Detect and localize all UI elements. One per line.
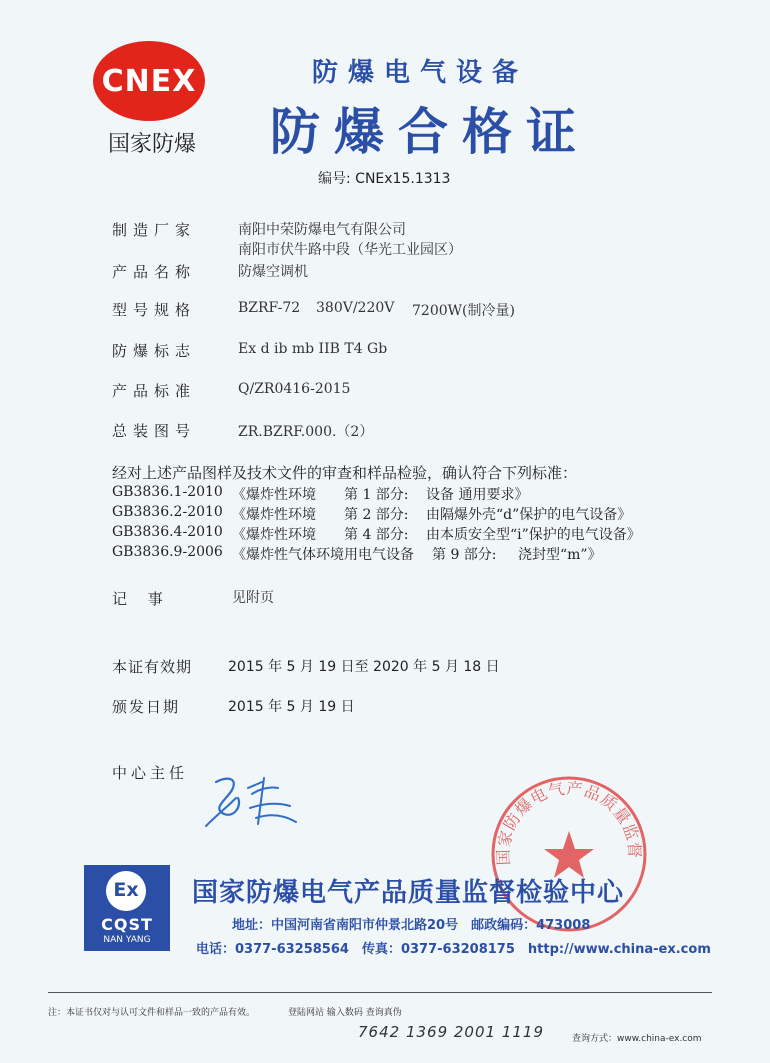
standard-desc: 设备 通用要求》 [426, 487, 529, 503]
product-name-label: 产品名称 [112, 263, 197, 281]
standard-name: 《爆炸性环境 [232, 527, 316, 543]
product-standard-label: 产品标准 [112, 382, 197, 400]
issue-date-label: 颁发日期 [112, 698, 181, 716]
standard-part: 第 9 部分: [432, 547, 497, 563]
validity-label: 本证有效期 [112, 658, 193, 676]
certificate-number-label: 编号: [318, 171, 351, 187]
seal-stamp [488, 773, 650, 935]
assembly-drawing-label: 总装图号 [112, 422, 197, 440]
standard-part: 第 1 部分: [344, 487, 409, 503]
title-small: 防爆电气设备 [312, 58, 529, 88]
footer-note: 注：本证书仅对与认可文件和样品一致的产品有效。 [48, 1008, 256, 1018]
standard-code: GB3836.4-2010 [112, 524, 223, 540]
footer-serial: 7642 1369 2001 1119 [358, 1023, 544, 1041]
model-label: 型号规格 [112, 301, 197, 319]
assembly-drawing-value: ZR.BZRF.000.（2） [238, 424, 374, 440]
standard-code: GB3836.9-2006 [112, 544, 223, 560]
footer-verify: 登陆网站 输入数码 查询真伪 [288, 1008, 402, 1018]
title-large: 防爆合格证 [270, 103, 590, 161]
cnex-logo [88, 38, 210, 124]
center-address: 地址：中国河南省南阳市仲景北路20号 邮政编码：473008 [232, 918, 591, 933]
ex-logo [84, 865, 170, 951]
certificate-number-value: CNEx15.1313 [355, 171, 451, 187]
cnex-logo-subtitle: 国家防爆 [107, 132, 196, 157]
standards-intro: 经对上述产品图样及技术文件的审查和样品检验，确认符合下列标准： [112, 464, 578, 482]
validity-value: 2015 年 5 月 19 日至 2020 年 5 月 18 日 [228, 659, 500, 675]
official-seal [488, 773, 650, 935]
footer-divider [48, 992, 712, 993]
standard-desc: 由本质安全型“i”保护的电气设备》 [426, 527, 641, 543]
ex-logo-line2: NAN YANG [103, 935, 151, 945]
standard-part: 第 4 部分: [344, 527, 409, 543]
model-power: 7200W(制冷量) [412, 303, 515, 319]
issue-date-value: 2015 年 5 月 19 日 [228, 699, 355, 715]
center-contact: 电话：0377-63258564 传真：0377-63208175 http://www.china-ex.com [196, 942, 711, 957]
footer-query: 查询方式：www.china-ex.com [572, 1034, 702, 1044]
manufacturer-label: 制造厂家 [112, 221, 197, 239]
cnex-logo-text: CNEX [101, 64, 197, 99]
notes-label: 记 事 [112, 590, 171, 608]
ex-logo-letters: Ex [113, 879, 139, 901]
product-name-value: 防爆空调机 [238, 264, 308, 280]
ex-mark-label: 防爆标志 [112, 342, 197, 360]
model-voltage: 380V/220V [316, 300, 395, 316]
certificate-number [318, 168, 450, 188]
manufacturer-address: 南阳市伏牛路中段（华光工业园区） [238, 242, 462, 258]
manufacturer-name: 南阳中荣防爆电气有限公司 [238, 222, 406, 238]
notes-value: 见附页 [232, 590, 274, 606]
standard-code: GB3836.1-2010 [112, 484, 223, 500]
standard-part: 第 2 部分: [344, 507, 409, 523]
model-value: BZRF-72 [238, 300, 301, 316]
center-name: 国家防爆电气产品质量监督检验中心 [192, 878, 625, 908]
standard-desc: 浇封型“m”》 [518, 547, 602, 563]
standard-name: 《爆炸性环境 [232, 487, 316, 503]
ex-logo-line1: CQST [101, 915, 153, 934]
seal-text: 国家防爆电气产品质量监督 [493, 778, 645, 866]
signature-mark [198, 768, 308, 848]
ex-mark-value: Ex d ib mb IIB T4 Gb [238, 341, 388, 357]
standard-desc: 由隔爆外壳“d”保护的电气设备》 [426, 507, 632, 523]
director-label: 中心主任 [112, 764, 189, 782]
director-signature [198, 768, 308, 848]
standard-name: 《爆炸性气体环境用电气设备 [232, 547, 414, 563]
standard-name: 《爆炸性环境 [232, 507, 316, 523]
product-standard-value: Q/ZR0416-2015 [238, 381, 351, 397]
standard-code: GB3836.2-2010 [112, 504, 223, 520]
